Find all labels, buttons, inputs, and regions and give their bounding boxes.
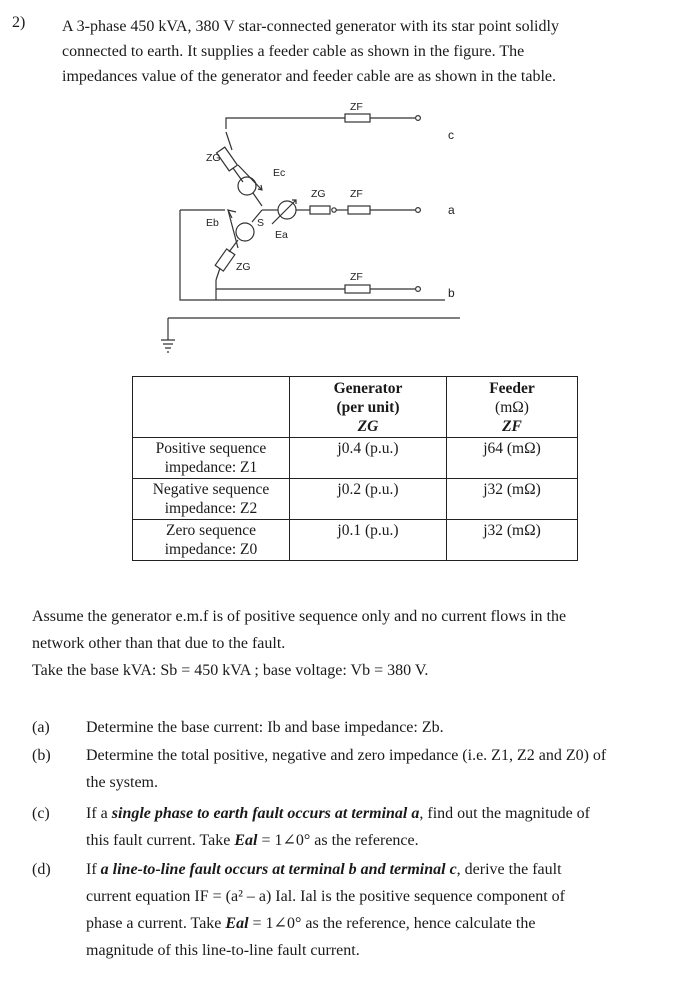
label-zf-mid: ZF xyxy=(350,188,363,200)
part-d-text xyxy=(86,856,686,964)
table-header-row xyxy=(133,377,578,438)
row-gen-value: j0.4 (p.u.) xyxy=(290,438,447,479)
row-feeder-value: j32 (mΩ) xyxy=(447,520,578,561)
impedance-table xyxy=(132,376,578,561)
question-intro xyxy=(62,14,682,89)
row-label-line2: impedance: Z1 xyxy=(164,459,258,476)
feeder-symbol: ZF xyxy=(502,418,522,435)
part-c xyxy=(32,800,692,854)
part-c-pre: If a xyxy=(86,805,112,822)
part-d-sym: Eal xyxy=(225,915,249,932)
part-c-line2-post: = 1∠0° as the reference. xyxy=(257,832,419,849)
row-label-line1: Negative sequence xyxy=(152,481,270,498)
circuit-diagram xyxy=(0,96,700,366)
table-row xyxy=(133,520,578,561)
row-gen-value: j0.1 (p.u.) xyxy=(290,520,447,561)
part-b-line1: Determine the total positive, negative and zero impedance (i.e. Z1, Z2 and Z0) of xyxy=(86,747,607,764)
part-a-label: (a) xyxy=(32,719,50,736)
part-b-line2: the system. xyxy=(86,774,158,791)
label-zg-mid: ZG xyxy=(311,188,326,200)
part-d-bold: a line-to-line fault occurs at terminal b and terminal c xyxy=(100,861,457,878)
label-star: S xyxy=(257,217,265,229)
table-row xyxy=(133,438,578,479)
part-c-line2 xyxy=(86,827,686,854)
intro-line-1: A 3-phase 450 kVA, 380 V star-connected generator with its star point solidly xyxy=(62,18,559,35)
label-ec: Ec xyxy=(273,167,286,179)
assumption-line-2: network other than that due to the fault. xyxy=(32,635,286,652)
row-label xyxy=(133,479,290,520)
terminal-b: b xyxy=(448,286,455,300)
part-d-line3-post: = 1∠0° as the reference, hence calculate the xyxy=(248,915,536,932)
part-d-label: (d) xyxy=(32,861,51,878)
intro-line-3: impedances value of the generator and feeder cable are as shown in the table. xyxy=(62,68,556,85)
assumption-line-3: Take the base kVA: Sb = 450 kVA ; base voltage: Vb = 380 V. xyxy=(32,662,429,679)
label-zg-top: ZG xyxy=(206,152,221,164)
intro-line-2: connected to earth. It supplies a feeder cable as shown in the figure. The xyxy=(62,43,525,60)
part-d-line3-pre: phase a current. Take xyxy=(86,915,226,932)
part-a xyxy=(32,714,692,741)
row-feeder-value: j64 (mΩ) xyxy=(447,438,578,479)
gen-symbol: ZG xyxy=(357,418,379,435)
header-generator xyxy=(290,377,447,438)
label-eb: Eb xyxy=(206,217,219,229)
part-d-line4: magnitude of this line-to-line fault current. xyxy=(86,942,360,959)
terminal-c: c xyxy=(448,128,454,142)
part-d-line1 xyxy=(86,856,686,883)
row-label xyxy=(133,520,290,561)
part-d-post: , derive the fault xyxy=(456,861,562,878)
label-zf-top: ZF xyxy=(350,101,363,113)
terminal-a: a xyxy=(448,203,455,217)
part-b xyxy=(32,742,692,796)
assumption-line-1: Assume the generator e.m.f is of positive sequence only and no current flows in the xyxy=(32,608,567,625)
row-label xyxy=(133,438,290,479)
table-row xyxy=(133,479,578,520)
label-zg-bot: ZG xyxy=(236,261,251,273)
label-ea: Ea xyxy=(275,229,288,241)
label-zf-bot: ZF xyxy=(350,271,363,283)
part-c-line2-pre: this fault current. Take xyxy=(86,832,235,849)
part-a-text: Determine the base current: Ib and base impedance: Zb. xyxy=(86,719,444,736)
row-feeder-value: j32 (mΩ) xyxy=(447,479,578,520)
row-label-line1: Zero sequence xyxy=(166,522,256,539)
row-gen-value: j0.2 (p.u.) xyxy=(290,479,447,520)
part-c-sym: Eal xyxy=(234,832,258,849)
row-label-line2: impedance: Z0 xyxy=(164,541,258,558)
part-c-bold: single phase to earth fault occurs at terminal a xyxy=(111,805,420,822)
feeder-line2: (mΩ) xyxy=(495,399,529,416)
part-c-label: (c) xyxy=(32,805,50,822)
part-c-text xyxy=(86,800,686,854)
gen-line2: (per unit) xyxy=(336,399,400,416)
part-b-label: (b) xyxy=(32,747,51,764)
part-c-post: , find out the magnitude of xyxy=(419,805,590,822)
row-label-line2: impedance: Z2 xyxy=(164,500,258,517)
part-d-line2: current equation IF = (a² – a) Ial. Ial is the positive sequence component of xyxy=(86,888,565,905)
header-feeder xyxy=(447,377,578,438)
row-label-line1: Positive sequence xyxy=(155,440,267,457)
question-number: 2) xyxy=(12,14,26,31)
part-c-line1 xyxy=(86,800,686,827)
header-empty xyxy=(133,377,290,438)
part-b-text xyxy=(86,742,686,796)
part-d xyxy=(32,856,692,966)
feeder-line1: Feeder xyxy=(489,380,535,397)
part-d-line3 xyxy=(86,910,686,937)
gen-line1: Generator xyxy=(333,380,403,397)
part-d-pre: If xyxy=(86,861,101,878)
